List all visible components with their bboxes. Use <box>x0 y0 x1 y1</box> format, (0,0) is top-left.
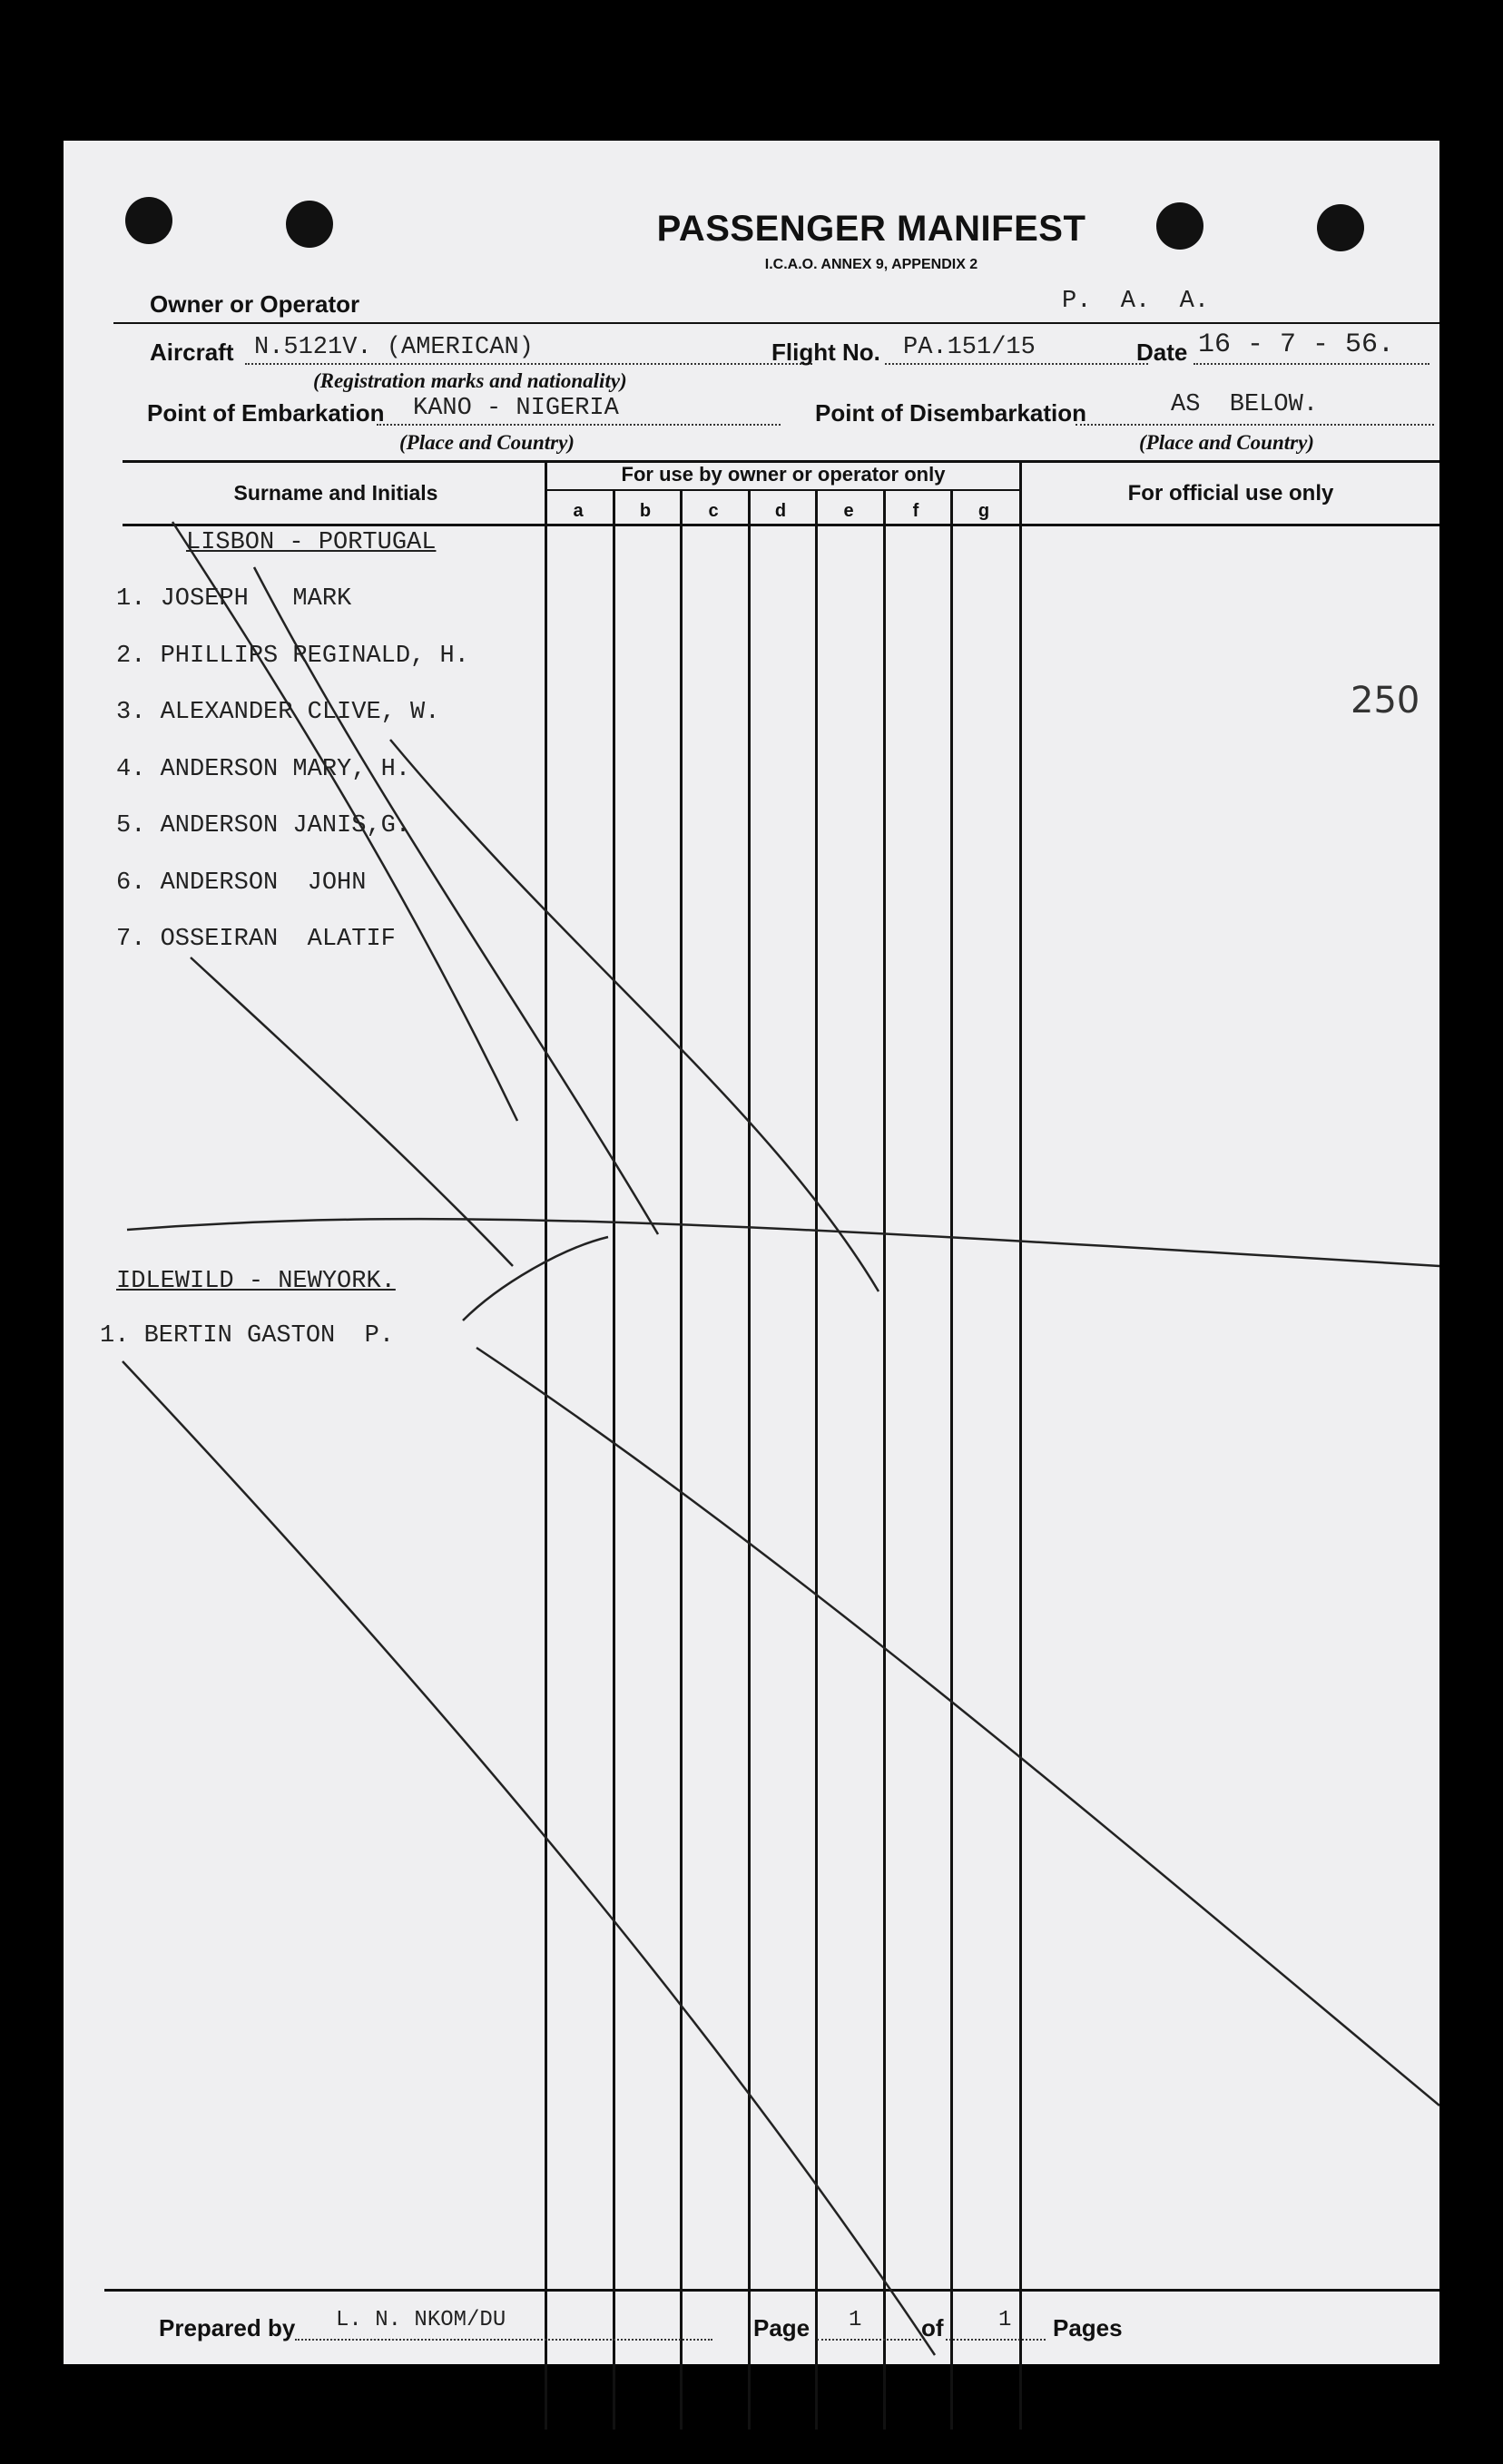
column-header-surname: Surname and Initials <box>233 481 438 505</box>
handwritten-strokes <box>64 141 1439 2364</box>
passenger-row: 6. ANDERSON JOHN <box>116 869 367 897</box>
ink-stroke <box>463 1237 608 1320</box>
subcolumn-f: f <box>912 501 919 521</box>
of-label: of <box>921 2314 944 2341</box>
subcolumn-g: g <box>977 501 990 521</box>
subcolumn-e: e <box>843 501 854 521</box>
prepared-by-value: L. N. NKOM/DU <box>336 2308 506 2332</box>
disembarkation-label: Point of Disembarkation <box>815 399 1087 427</box>
ink-stroke <box>476 1348 1439 2106</box>
of-value: 1 <box>998 2308 1012 2332</box>
page-title: PASSENGER MANIFEST <box>656 209 1086 249</box>
flight-label: Flight No. <box>771 339 880 366</box>
column-header-owner-use: For use by owner or operator only <box>621 463 946 486</box>
disembarkation-note: (Place and Country) <box>1139 431 1314 454</box>
aircraft-label: Aircraft <box>150 339 234 366</box>
subcolumn-c: c <box>708 501 719 521</box>
embarkation-label: Point of Embarkation <box>147 399 385 427</box>
embarkation-note: (Place and Country) <box>399 431 575 454</box>
subcolumn-d: d <box>774 501 787 521</box>
subcolumn-a: a <box>573 501 584 521</box>
page-value: 1 <box>849 2308 862 2332</box>
passenger-row: 1. JOSEPH MARK <box>116 585 352 613</box>
flight-value: PA.151/15 <box>903 334 1036 361</box>
disembarkation-value: AS BELOW. <box>1171 391 1319 418</box>
passenger-row: 5. ANDERSON JANIS,G. <box>116 812 411 839</box>
passenger-row: 3. ALEXANDER CLIVE, W. <box>116 699 440 726</box>
passenger-row: 7. OSSEIRAN ALATIF <box>116 926 396 953</box>
manifest-page <box>64 141 1439 2364</box>
aircraft-note: (Registration marks and nationality) <box>313 369 627 392</box>
ink-stroke <box>254 567 658 1234</box>
ink-stroke <box>172 522 517 1121</box>
owner-value: P. A. A. <box>1062 288 1210 315</box>
passenger-row: 4. ANDERSON MARY, H. <box>116 756 411 783</box>
ink-stroke <box>390 740 879 1291</box>
passenger-row: 1. BERTIN GASTON P. <box>100 1322 395 1350</box>
page-label: Page <box>753 2314 810 2341</box>
subcolumn-b: b <box>639 501 652 521</box>
section-destination: IDLEWILD - NEWYORK. <box>116 1268 396 1295</box>
date-value: 16 - 7 - 56. <box>1198 329 1395 360</box>
column-header-official: For official use only <box>1127 481 1334 506</box>
page-subtitle: I.C.A.O. ANNEX 9, APPENDIX 2 <box>764 257 978 272</box>
owner-label: Owner or Operator <box>150 290 360 318</box>
date-label: Date <box>1136 339 1188 366</box>
section-destination: LISBON - PORTUGAL <box>186 529 437 556</box>
passenger-row: 2. PHILLIPS REGINALD, H. <box>116 643 469 670</box>
aircraft-value: N.5121V. (AMERICAN) <box>254 334 534 361</box>
pages-label: Pages <box>1053 2314 1123 2341</box>
prepared-by-label: Prepared by <box>159 2314 296 2341</box>
official-note: 250 <box>1351 680 1420 722</box>
ink-stroke <box>123 1361 935 2355</box>
embarkation-value: KANO - NIGERIA <box>413 395 619 422</box>
ink-stroke <box>127 1219 1439 1266</box>
